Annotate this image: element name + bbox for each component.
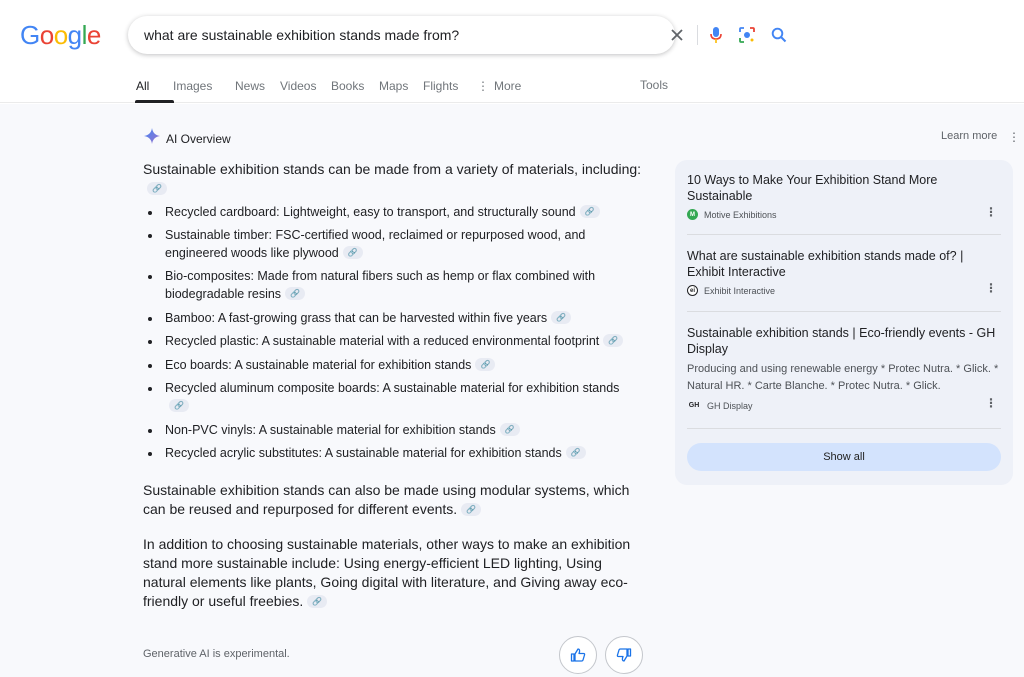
link-icon[interactable]: 🔗: [580, 205, 600, 218]
link-icon[interactable]: 🔗: [169, 399, 189, 412]
source-snippet: Producing and using renewable energy * Protec Nutra. * Glick. * Natural HR. * Carte Blanche. * Protec Nutra. * Glick.: [687, 363, 999, 392]
logo-letter: l: [81, 20, 87, 50]
ai-paragraph-2: [143, 481, 643, 519]
tab-flights[interactable]: Flights: [423, 79, 459, 93]
show-all-button[interactable]: Show all: [687, 443, 1001, 471]
link-icon[interactable]: 🔗: [551, 311, 571, 324]
google-logo[interactable]: [20, 20, 101, 51]
list-item-text: Recycled cardboard: Lightweight, easy to transport, and structurally sound: [165, 205, 576, 219]
link-icon[interactable]: 🔗: [603, 334, 623, 347]
source-site-name: GH Display: [707, 400, 753, 411]
ai-paragraph-3-text: In addition to choosing sustainable materials, other ways to make an exhibition stand more sustainable include: Using energy-efficient LED lighting, Using natural elements like plants, Going digital with literature, and Giving away eco-friendly or useful freebies.: [143, 536, 631, 609]
source-menu-icon[interactable]: ⋮: [985, 281, 997, 295]
divider: [687, 311, 1001, 312]
logo-letter: e: [86, 20, 101, 50]
list-item-text: Bamboo: A fast-growing grass that can be harvested within five years: [165, 311, 548, 325]
thumbs-up-button[interactable]: [559, 636, 597, 674]
ai-intro: [143, 160, 643, 198]
gemini-sparkle-icon: [144, 128, 160, 149]
link-icon[interactable]: 🔗: [566, 446, 586, 459]
list-item: [148, 227, 638, 262]
source-card[interactable]: [687, 172, 1001, 220]
tab-videos[interactable]: Videos: [280, 79, 317, 93]
source-card[interactable]: [687, 325, 1001, 411]
source-title[interactable]: What are sustainable exhibition stands made of? | Exhibit Interactive: [687, 249, 964, 279]
thumbs-down-icon: [616, 647, 632, 663]
ai-intro-text: Sustainable exhibition stands can be made from a variety of materials, including:: [143, 161, 642, 177]
tab-more[interactable]: [477, 78, 527, 102]
list-item-text: Eco boards: A sustainable material for exhibition stands: [165, 358, 472, 372]
ai-paragraph-3: [143, 535, 643, 611]
tab-images[interactable]: Images: [173, 79, 213, 93]
search-input[interactable]: what are sustainable exhibition stands made from?: [144, 27, 460, 43]
list-item: [148, 310, 638, 328]
search-icon[interactable]: [768, 24, 790, 46]
search-box[interactable]: [128, 16, 675, 54]
lens-icon[interactable]: [736, 24, 758, 46]
logo-letter: o: [39, 20, 54, 50]
list-item-text: Sustainable timber: FSC-certified wood, reclaimed or repurposed wood, and engineered woods like plywood: [165, 228, 586, 260]
link-icon[interactable]: 🔗: [461, 503, 481, 516]
search-tabs: [136, 78, 527, 102]
search-divider: [697, 25, 698, 45]
ai-paragraph-2-text: Sustainable exhibition stands can also be made using modular systems, which can be reused and repurposed for different events.: [143, 482, 630, 517]
divider: [687, 234, 1001, 235]
link-icon[interactable]: 🔗: [307, 595, 327, 608]
link-icon[interactable]: 🔗: [343, 246, 363, 259]
list-item-text: Non-PVC vinyls: A sustainable material for exhibition stands: [165, 423, 496, 437]
source-site: [687, 209, 1001, 220]
link-icon[interactable]: 🔗: [475, 358, 495, 371]
ai-disclaimer: Generative AI is experimental.: [143, 648, 290, 660]
ai-overview-title: AI Overview: [166, 131, 231, 146]
favicon-icon: GH: [688, 402, 700, 409]
list-item-text: Recycled acrylic substitutes: A sustainable material for exhibition stands: [165, 446, 562, 460]
source-title[interactable]: 10 Ways to Make Your Exhibition Stand More Sustainable: [687, 173, 938, 203]
divider: [687, 428, 1001, 429]
tab-news[interactable]: News: [235, 79, 266, 93]
header: [0, 0, 1024, 103]
ai-overview-header: [144, 128, 231, 149]
link-icon[interactable]: 🔗: [500, 423, 520, 436]
logo-letter: G: [20, 20, 40, 50]
microphone-icon[interactable]: [705, 24, 727, 46]
list-item: [148, 333, 638, 351]
more-vert-icon: ⋮: [477, 79, 489, 93]
list-item: [148, 357, 638, 375]
source-site-name: Motive Exhibitions: [704, 209, 777, 220]
clear-icon[interactable]: [666, 24, 688, 46]
source-site-name: Exhibit Interactive: [704, 285, 776, 296]
list-item: [148, 268, 638, 303]
tab-maps[interactable]: Maps: [379, 79, 409, 93]
logo-letter: o: [53, 20, 68, 50]
link-icon[interactable]: 🔗: [285, 287, 305, 300]
tab-books[interactable]: Books: [331, 79, 365, 93]
more-options-icon[interactable]: ⋮: [1008, 130, 1020, 144]
favicon-icon: M: [687, 209, 698, 220]
list-item: [148, 445, 638, 463]
source-card[interactable]: [687, 248, 1001, 296]
thumbs-down-button[interactable]: [605, 636, 643, 674]
tools-button[interactable]: Tools: [640, 78, 669, 92]
link-icon[interactable]: 🔗: [147, 182, 167, 195]
list-item: [148, 380, 638, 415]
source-site: [687, 400, 1001, 411]
source-menu-icon[interactable]: ⋮: [985, 205, 997, 219]
logo-letter: g: [67, 20, 82, 50]
source-site: [687, 285, 1001, 296]
list-item-text: Recycled plastic: A sustainable material with a reduced environmental footprint: [165, 334, 600, 348]
thumbs-up-icon: [570, 647, 586, 663]
learn-more-link[interactable]: Learn more: [941, 130, 998, 142]
list-item-text: Bio-composites: Made from natural fibers such as hemp or flax combined with biodegradable resins: [165, 269, 596, 301]
results-area: [0, 104, 1024, 677]
source-title[interactable]: Sustainable exhibition stands | Eco-friendly events - GH Display: [687, 326, 996, 356]
source-menu-icon[interactable]: ⋮: [985, 396, 997, 410]
list-item-text: Recycled aluminum composite boards: A sustainable material for exhibition stands: [165, 381, 620, 395]
list-item: [148, 422, 638, 440]
tab-more-label: More: [494, 79, 522, 93]
sources-panel: [675, 160, 1013, 485]
list-item: [148, 204, 638, 222]
favicon-icon: ei: [687, 285, 698, 296]
tab-all[interactable]: All: [136, 78, 173, 102]
